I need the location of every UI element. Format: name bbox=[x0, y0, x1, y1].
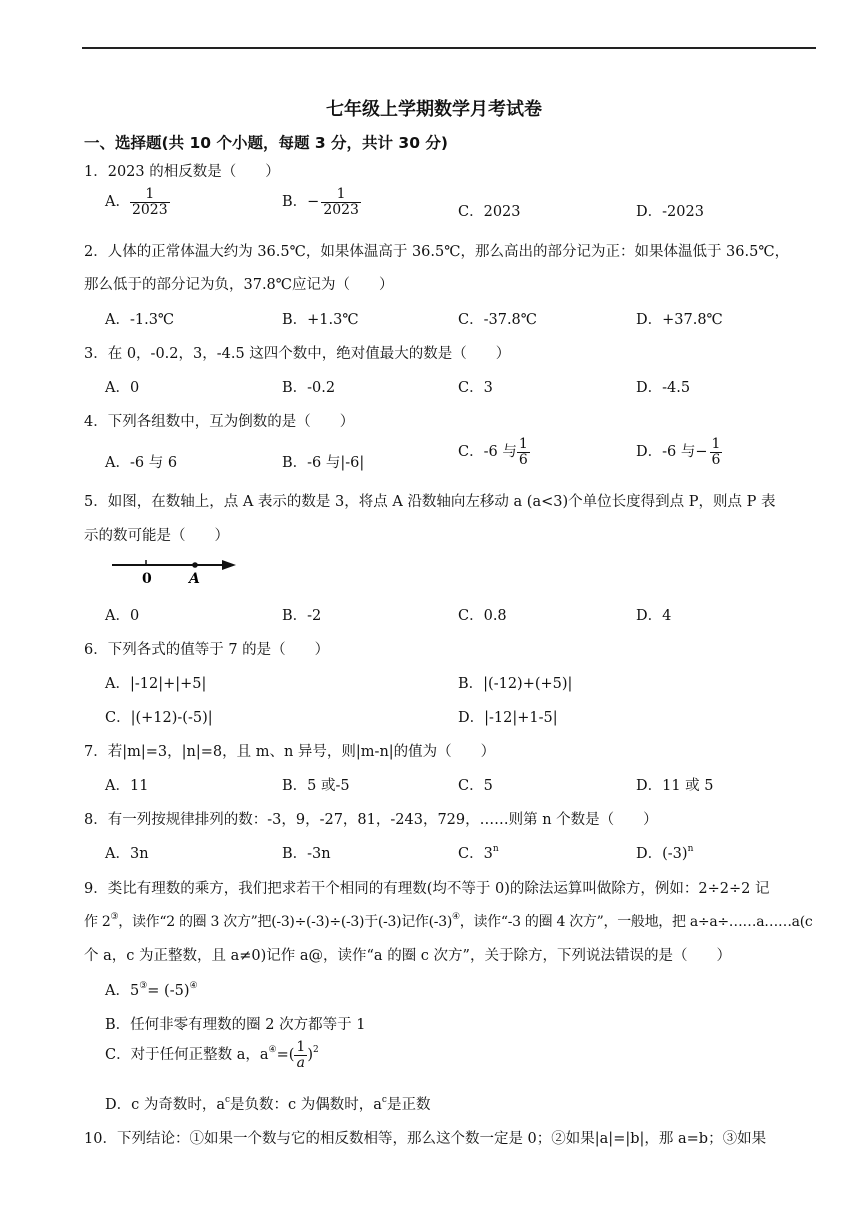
question-7-option-b: B．5 或-5 bbox=[282, 778, 350, 794]
question-2-option-d: D．+37.8℃ bbox=[636, 312, 723, 328]
question-3-option-a: A．0 bbox=[105, 380, 140, 396]
question-5-option-d: D．4 bbox=[636, 608, 672, 624]
question-4-option-b: B．-6 与|-6| bbox=[282, 455, 365, 471]
question-8-option-a: A．3n bbox=[105, 846, 149, 862]
point-a-dot bbox=[192, 562, 198, 568]
fraction: $\frac{1}{6}$ bbox=[711, 436, 721, 468]
fraction: $\frac{1}{2023}$ bbox=[131, 186, 168, 218]
question-2-line-2: 那么低于的部分记为负，37.8℃应记为（ ） bbox=[84, 277, 394, 293]
question-7-option-c: C．5 bbox=[458, 778, 493, 794]
question-9-line-3: 个 a，c 为正整数，且 a≠0)记作 a@，读作“a 的圈 c 次方”，关于除方，下列说法错误的是（ ） bbox=[84, 948, 731, 964]
question-10-line-1: 10．下列结论：①如果一个数与它的相反数相等，那么这个数一定是 0；②如果|a|=|b|，那 a=b；③如果 bbox=[84, 1131, 767, 1147]
question-9-line-1: 9．类比有理数的乘方，我们把求若干个相同的有理数(均不等于 0)的除法运算叫做除方，例如：2÷2÷2 记 bbox=[84, 881, 770, 897]
question-1-option-b: B．− $\frac{1}{2023}$ bbox=[282, 186, 359, 218]
question-7-stem: 7．若|m|=3，|n|=8，且 m、n 异号，则|m-n|的值为（ ） bbox=[84, 744, 496, 760]
question-5-option-c: C．0.8 bbox=[458, 608, 507, 624]
fraction: $\frac{1}{6}$ bbox=[518, 436, 528, 468]
section-heading: 一、选择题(共 10 个小题，每题 3 分，共计 30 分) bbox=[84, 134, 448, 152]
question-1-option-a: A． $\frac{1}{2023}$ bbox=[105, 186, 168, 218]
question-4-option-c: C．-6 与 $\frac{1}{6}$ bbox=[458, 436, 528, 468]
question-2-option-a: A．-1.3℃ bbox=[105, 312, 175, 328]
question-9-line-2: 作 2③，读作“2 的圈 3 次方”把(-3)÷(-3)÷(-3)于(-3)记作(-3)④，读作“-3 的圈 4 次方”，一般地，把 a÷a÷……a……a(c bbox=[84, 912, 813, 930]
question-9-option-a: A．5③= (-5)④ bbox=[105, 981, 198, 999]
question-6-option-b: B．|(-12)+(+5)| bbox=[458, 676, 573, 692]
number-line-arrow bbox=[222, 560, 236, 570]
number-line-figure bbox=[112, 557, 252, 587]
question-3-option-b: B．-0.2 bbox=[282, 380, 336, 396]
question-6-option-d: D．|-12|+1-5| bbox=[458, 710, 558, 726]
question-2-option-b: B．+1.3℃ bbox=[282, 312, 359, 328]
fraction: $\frac{1}{a}$ bbox=[296, 1039, 306, 1071]
question-5-line-1: 5．如图，在数轴上，点 A 表示的数是 3，将点 A 沿数轴向左移动 a (a<3)个单位长度得到点 P，则点 P 表 bbox=[84, 494, 776, 510]
question-5-option-b: B．-2 bbox=[282, 608, 322, 624]
zero-label: 0 bbox=[142, 571, 152, 587]
question-4-stem: 4．下列各组数中，互为倒数的是（ ） bbox=[84, 414, 355, 430]
question-5-option-a: A．0 bbox=[105, 608, 140, 624]
question-6-option-a: A．|-12|+|+5| bbox=[105, 676, 207, 692]
question-6-stem: 6．下列各式的值等于 7 的是（ ） bbox=[84, 642, 330, 658]
question-8-option-c: C．3$^n$ bbox=[458, 844, 499, 862]
question-9-option-b: B．任何非零有理数的圈 2 次方都等于 1 bbox=[105, 1017, 366, 1033]
question-7-option-a: A．11 bbox=[105, 778, 149, 794]
header-rule bbox=[82, 47, 816, 49]
question-9-option-d: D．c 为奇数时，$a^c$是负数：c 为偶数时，$a^c$是正数 bbox=[105, 1095, 431, 1113]
question-2-option-c: C．-37.8℃ bbox=[458, 312, 537, 328]
page-title: 七年级上学期数学月考试卷 bbox=[326, 99, 542, 120]
question-5-line-2: 示的数可能是（ ） bbox=[84, 528, 229, 544]
question-1-stem: 1．2023 的相反数是（ ） bbox=[84, 164, 280, 180]
question-9-option-c: C．对于任何正整数 a，a④=( $\frac{1}{a}$ )$^2$ bbox=[105, 1039, 319, 1071]
question-7-option-d: D．11 或 5 bbox=[636, 778, 714, 794]
question-1-option-d: D．-2023 bbox=[636, 204, 704, 220]
question-3-option-d: D．-4.5 bbox=[636, 380, 691, 396]
question-4-option-d: D．-6 与− $\frac{1}{6}$ bbox=[636, 436, 721, 468]
point-a-label: A bbox=[189, 571, 200, 587]
question-8-option-b: B．-3n bbox=[282, 846, 331, 862]
fraction: $\frac{1}{2023}$ bbox=[323, 186, 359, 218]
question-3-stem: 3．在 0，-0.2，3，-4.5 这四个数中，绝对值最大的数是（ ） bbox=[84, 346, 511, 362]
question-1-option-c: C．2023 bbox=[458, 204, 521, 220]
question-2-line-1: 2．人体的正常体温大约为 36.5℃，如果体温高于 36.5℃，那么高出的部分记为正：如果体温低于 36.5℃， bbox=[84, 244, 790, 260]
question-6-option-c: C．|(+12)-(-5)| bbox=[105, 710, 213, 726]
question-8-stem: 8．有一列按规律排列的数：-3，9，-27，81，-243，729，……则第 n 个数是（ ） bbox=[84, 812, 658, 828]
question-3-option-c: C．3 bbox=[458, 380, 493, 396]
question-8-option-d: D．$(-3)^n$ bbox=[636, 844, 694, 862]
question-4-option-a: A．-6 与 6 bbox=[105, 455, 178, 471]
